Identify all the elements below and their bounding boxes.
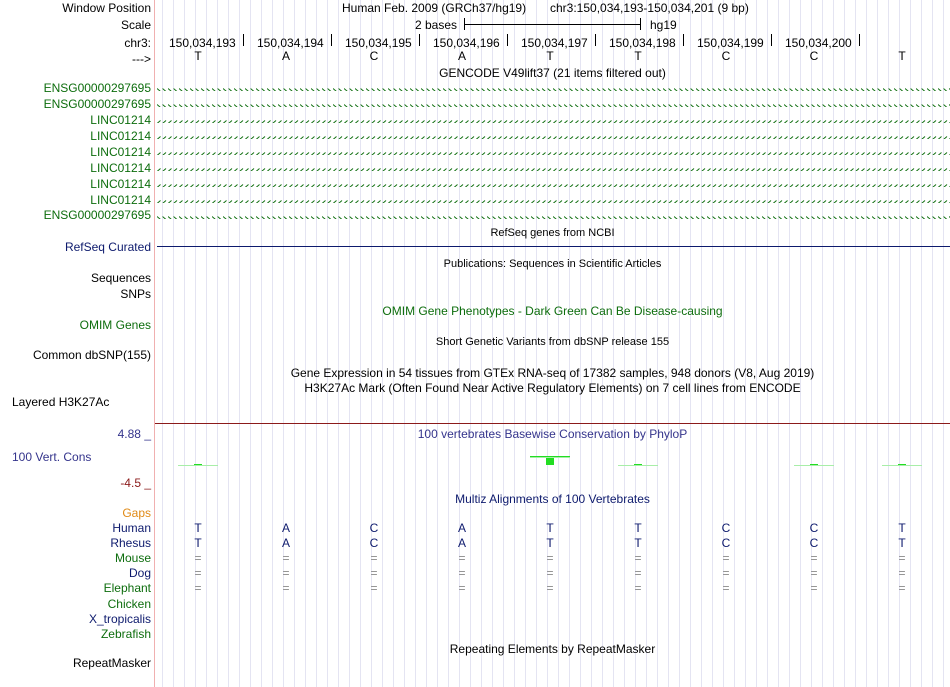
alignment-base-rhesus: T [546, 536, 554, 550]
alignment-base-rhesus: C [809, 536, 819, 550]
conservation-thin-line [178, 465, 218, 466]
gene-label[interactable]: ENSG00000297695 [43, 97, 151, 111]
gene-label[interactable]: LINC01214 [90, 177, 151, 191]
omim-track-title: OMIM Gene Phenotypes - Dark Green Can Be Disease-causing [382, 304, 723, 318]
reference-base: T [546, 49, 554, 63]
coordinate-tick [507, 34, 508, 46]
conservation-thin-line [882, 465, 922, 466]
coordinate-label: 150,034,196 [433, 36, 500, 50]
conservation-baseline [706, 456, 746, 457]
coordinate-label: 150,034,194 [257, 36, 324, 50]
species-mouse-label: Mouse [114, 551, 151, 565]
strand-label: ---> [132, 52, 151, 66]
alignment-base-rhesus: T [634, 536, 642, 550]
alignment-base-dog: = [546, 566, 554, 580]
alignment-base-rhesus: C [721, 536, 731, 550]
alignment-base-human: T [634, 521, 642, 535]
track-labels-column [0, 0, 155, 687]
alignment-base-dog: = [282, 566, 290, 580]
gene-label[interactable]: LINC01214 [90, 145, 151, 159]
species-dog-label: Dog [128, 566, 151, 580]
phylop-track-title: 100 vertebrates Basewise Conservation by PhyloP [417, 427, 688, 441]
alignment-base-dog: = [458, 566, 466, 580]
alignment-base-elephant: = [810, 581, 818, 595]
snps-label[interactable]: SNPs [120, 287, 151, 301]
conservation-thin-line [794, 465, 834, 466]
scale-db-label: hg19 [650, 18, 677, 32]
scale-bar [464, 24, 640, 25]
alignment-base-human: T [898, 521, 906, 535]
scale-text: 2 bases [415, 18, 458, 32]
coordinate-label: 150,034,199 [697, 36, 764, 50]
coordinate-label: 150,034,193 [169, 36, 236, 50]
coordinate-tick [331, 34, 332, 46]
reference-base: C [369, 49, 379, 63]
coordinate-label: 150,034,198 [609, 36, 676, 50]
chromosome-label: chr3: [124, 36, 151, 50]
refseq-curated-label[interactable]: RefSeq Curated [64, 240, 151, 254]
publications-track-title: Publications: Sequences in Scientific Articles [443, 258, 662, 270]
species-rhesus-label: Rhesus [110, 536, 151, 550]
gene-label[interactable]: LINC01214 [90, 129, 151, 143]
gene-feature[interactable] [157, 196, 950, 203]
repeatmasker-label[interactable]: RepeatMasker [72, 656, 151, 670]
alignment-base-human: A [457, 521, 466, 535]
track-data-pane[interactable] [155, 0, 950, 687]
alignment-base-mouse: = [898, 551, 906, 565]
gene-feature[interactable] [157, 116, 950, 123]
conservation-baseline [442, 456, 482, 457]
coordinate-label: 150,034,200 [785, 36, 852, 50]
gene-feature[interactable] [157, 164, 950, 171]
conservation-thin-line [530, 457, 570, 458]
gene-feature[interactable] [157, 132, 950, 139]
coordinate-tick [771, 34, 772, 46]
alignment-base-elephant: = [370, 581, 378, 595]
alignment-base-mouse: = [370, 551, 378, 565]
conservation-min-label: -4.5 _ [120, 476, 151, 490]
refseq-track-title: RefSeq genes from NCBI [490, 227, 615, 239]
reference-base: A [281, 49, 290, 63]
species-chicken-label: Chicken [107, 597, 151, 611]
reference-base: T [194, 49, 202, 63]
alignment-base-rhesus: A [281, 536, 290, 550]
layered-h3k27ac-label[interactable]: Layered H3K27Ac [12, 395, 110, 409]
coordinate-label: 150,034,195 [345, 36, 412, 50]
refseq-gene-line[interactable] [157, 246, 950, 247]
alignment-base-dog: = [722, 566, 730, 580]
alignment-base-mouse: = [634, 551, 642, 565]
alignment-base-dog: = [194, 566, 202, 580]
conservation-max-label: 4.88 _ [117, 427, 151, 441]
conservation-track-label[interactable]: 100 Vert. Cons [12, 450, 92, 464]
alignment-base-rhesus: C [369, 536, 379, 550]
species-elephant-label: Elephant [103, 581, 151, 595]
reference-base: A [457, 49, 466, 63]
alignment-base-mouse: = [458, 551, 466, 565]
alignment-base-mouse: = [282, 551, 290, 565]
species-zebrafish-label: Zebrafish [100, 627, 151, 641]
gene-feature[interactable] [157, 180, 950, 187]
gene-label[interactable]: LINC01214 [90, 193, 151, 207]
gene-feature[interactable] [157, 100, 950, 107]
alignment-base-elephant: = [722, 581, 730, 595]
alignment-base-rhesus: T [898, 536, 906, 550]
alignment-base-human: C [809, 521, 819, 535]
alignment-base-mouse: = [546, 551, 554, 565]
alignment-base-elephant: = [546, 581, 554, 595]
alignment-base-elephant: = [898, 581, 906, 595]
multiz-track-title: Multiz Alignments of 100 Vertebrates [455, 492, 650, 506]
conservation-baseline [266, 456, 306, 457]
scale-label: Scale [120, 18, 151, 32]
alignment-base-mouse: = [810, 551, 818, 565]
gaps-label: Gaps [122, 506, 151, 520]
coordinate-label: 150,034,197 [521, 36, 588, 50]
coordinate-tick [419, 34, 420, 46]
alignment-base-elephant: = [634, 581, 642, 595]
gene-feature[interactable] [157, 212, 950, 219]
alignment-base-elephant: = [194, 581, 202, 595]
coordinate-tick [243, 34, 244, 46]
alignment-base-dog: = [370, 566, 378, 580]
reference-base: C [809, 49, 819, 63]
gene-label[interactable]: LINC01214 [90, 161, 151, 175]
common-dbsnp-label[interactable]: Common dbSNP(155) [32, 348, 151, 362]
gtex-track-title: Gene Expression in 54 tissues from GTEx RNA-seq of 17382 samples, 948 donors (V8, Aug 2019) [290, 366, 815, 380]
dbsnp-track-title: Short Genetic Variants from dbSNP release 155 [435, 336, 670, 348]
alignment-base-mouse: = [194, 551, 202, 565]
gene-label[interactable]: LINC01214 [90, 113, 151, 127]
species-xtropicalis-label: X_tropicalis [88, 612, 151, 626]
gene-feature[interactable] [157, 148, 950, 155]
coordinate-tick [595, 34, 596, 46]
alignment-base-dog: = [810, 566, 818, 580]
conservation-baseline [354, 456, 394, 457]
conservation-baseline [618, 456, 658, 457]
alignment-base-mouse: = [722, 551, 730, 565]
coordinate-tick [859, 34, 860, 46]
alignment-base-rhesus: T [194, 536, 202, 550]
reference-base: T [634, 49, 642, 63]
alignment-base-human: T [546, 521, 554, 535]
conservation-baseline [178, 456, 218, 457]
reference-base: T [898, 49, 906, 63]
assembly-title: Human Feb. 2009 (GRCh37/hg19) [342, 1, 527, 15]
reference-base: C [721, 49, 731, 63]
gene-label[interactable]: ENSG00000297695 [43, 81, 151, 95]
track-separator [155, 423, 950, 424]
repeatmasker-track-title: Repeating Elements by RepeatMasker [449, 642, 656, 656]
h3k27ac-track-title: H3K27Ac Mark (Often Found Near Active Regulatory Elements) on 7 cell lines from ENCODE [304, 381, 801, 395]
alignment-base-rhesus: A [457, 536, 466, 550]
gencode-track-title: GENCODE V49lift37 (21 items filtered out) [439, 66, 666, 80]
alignment-base-elephant: = [282, 581, 290, 595]
omim-genes-label[interactable]: OMIM Genes [79, 318, 151, 332]
position-readout: chr3:150,034,193-150,034,201 (9 bp) [550, 1, 749, 15]
coordinate-tick [683, 34, 684, 46]
scale-bar-right-cap [640, 18, 641, 30]
species-human-label: Human [112, 521, 151, 535]
gene-label[interactable]: ENSG00000297695 [43, 208, 151, 222]
gene-feature[interactable] [157, 84, 950, 91]
alignment-base-human: C [369, 521, 379, 535]
alignment-base-human: T [194, 521, 202, 535]
alignment-base-dog: = [634, 566, 642, 580]
alignment-base-dog: = [898, 566, 906, 580]
conservation-baseline [882, 456, 922, 457]
conservation-thin-line [618, 465, 658, 466]
alignment-base-elephant: = [458, 581, 466, 595]
sequences-label[interactable]: Sequences [90, 271, 151, 285]
window-position-label: Window Position [62, 1, 151, 15]
scale-bar-left-cap [464, 18, 465, 30]
alignment-base-human: C [721, 521, 731, 535]
alignment-base-human: A [281, 521, 290, 535]
conservation-baseline [794, 456, 834, 457]
